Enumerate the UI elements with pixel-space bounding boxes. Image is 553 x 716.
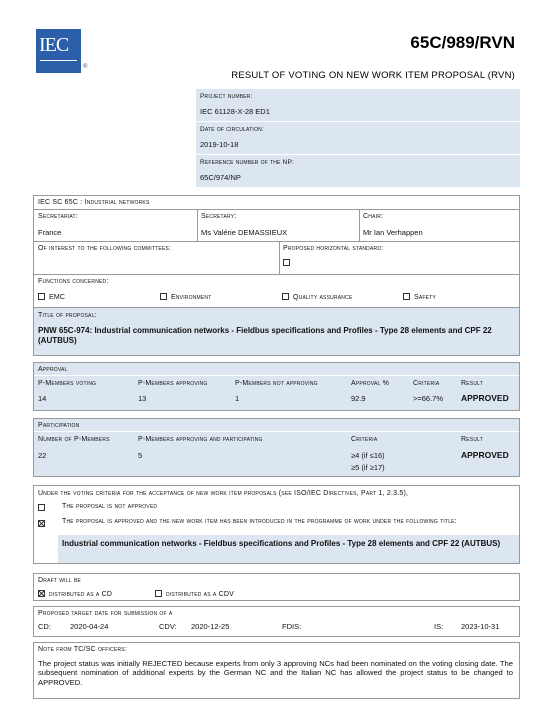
target-date-box xyxy=(33,606,520,637)
participation-header-criteria: Criteria xyxy=(351,436,378,443)
proposal-title: PNW 65C-974: Industrial communication networks - Fieldbus specifications and Profiles - Type 28 elements and CPF 22 (AUTBUS) xyxy=(38,326,492,345)
approval-header-percent: Approval % xyxy=(351,380,390,387)
cdv-checkbox[interactable] xyxy=(155,590,162,597)
document-title: RESULT OF VOTING ON NEW WORK ITEM PROPOSAL (RVN) xyxy=(231,70,515,81)
quality-checkbox[interactable] xyxy=(282,293,289,300)
cd-label: distributed as a CD xyxy=(49,591,113,598)
environment-label: Environment xyxy=(171,294,212,301)
draft-cdv xyxy=(155,590,234,598)
divider xyxy=(34,375,519,376)
horizontal-standard-checkbox[interactable] xyxy=(283,259,290,266)
chair-label: Chair: xyxy=(363,213,384,220)
approved-label: The proposal is approved and the new work item has been introduced in the programme of work under the following title: xyxy=(62,518,457,525)
approval-header-not-approving: P-Members not approving xyxy=(235,380,318,387)
registered-mark: ® xyxy=(83,64,88,70)
project-number-value: IEC 61128-X-28 ED1 xyxy=(200,107,270,116)
participation-criteria-value: ≥4 (if ≤16) xyxy=(351,451,385,460)
divider xyxy=(34,209,519,210)
divider xyxy=(34,274,519,275)
logo-underline xyxy=(40,60,77,61)
function-environment xyxy=(160,293,211,301)
function-safety xyxy=(403,293,436,301)
approval-box xyxy=(33,362,520,411)
secretary-value: Ms Valérie DEMASSIEUX xyxy=(201,228,288,237)
secretary-label: Secretary: xyxy=(201,213,237,220)
approval-not-approving-value: 1 xyxy=(235,394,240,403)
committee-name: IEC SC 65C : Industrial networks xyxy=(38,199,150,206)
environment-checkbox[interactable] xyxy=(160,293,167,300)
criteria-intro: Under the voting criteria for the acceptance of new work item proposals (see ISO/IEC Directives, Part 1, 2.3.5), xyxy=(38,490,409,497)
not-approved-checkbox[interactable] xyxy=(38,504,45,511)
target-is-value: 2023-10-31 xyxy=(461,622,500,631)
divider xyxy=(34,241,519,242)
project-number-label: Project number: xyxy=(200,93,253,100)
participation-header-approving: P-Members approving and participating xyxy=(138,436,263,443)
horizontal-label: Proposed horizontal standard: xyxy=(283,245,384,252)
draft-box xyxy=(33,573,520,601)
cd-checkbox[interactable] xyxy=(38,590,45,597)
participation-box xyxy=(33,418,520,477)
circulation-date-row xyxy=(196,122,520,155)
logo-text: IEC xyxy=(39,34,69,56)
target-cdv-value: 2020-12-25 xyxy=(191,622,230,631)
interest-label: Of interest to the following committees: xyxy=(38,245,172,252)
approved-checkbox[interactable] xyxy=(38,520,45,527)
participation-result-value: APPROVED xyxy=(461,450,509,460)
participation-shade xyxy=(34,419,519,476)
target-cd-value: 2020-04-24 xyxy=(70,622,109,631)
chair-value: Mr Ian Verhappen xyxy=(363,228,423,237)
emc-checkbox[interactable] xyxy=(38,293,45,300)
approval-header-result: Result xyxy=(461,380,483,387)
project-meta xyxy=(196,89,520,188)
draft-label: Draft will be xyxy=(38,577,81,584)
emc-label: EMC xyxy=(49,294,66,301)
approved-checkbox-wrap xyxy=(38,519,49,528)
target-cdv-label: CDV: xyxy=(159,622,177,631)
target-label: Proposed target date for submission of a xyxy=(38,610,173,617)
participation-approving-value: 5 xyxy=(138,451,143,460)
horizontal-checkbox-wrap xyxy=(283,258,294,267)
quality-label: Quality assurance xyxy=(293,294,353,301)
note-box xyxy=(33,642,520,699)
participation-members-value: 22 xyxy=(38,451,47,460)
divider xyxy=(279,241,280,274)
project-number-row xyxy=(196,89,520,122)
functions-label: Functions concerned: xyxy=(38,278,109,285)
participation-section-label: Participation xyxy=(38,422,80,429)
divider xyxy=(359,209,360,241)
iec-logo xyxy=(36,29,81,73)
target-cd-label: CD: xyxy=(38,622,51,631)
secretariat-value: France xyxy=(38,228,62,237)
participation-header-members: Number of P-Members xyxy=(38,436,110,443)
approval-percent-value: 92.9 xyxy=(351,394,366,403)
reference-value: 65C/974/NP xyxy=(200,173,241,182)
approval-approving-value: 13 xyxy=(138,394,147,403)
safety-label: Safety xyxy=(414,294,436,301)
divider xyxy=(34,431,519,432)
participation-criteria-value-2: ≥5 (if ≥17) xyxy=(351,463,385,472)
approval-result-value: APPROVED xyxy=(461,393,509,403)
title-label: Title of proposal: xyxy=(38,312,97,319)
approval-header-approving: P-Members approving xyxy=(138,380,208,387)
committee-box xyxy=(33,195,520,356)
circulation-date-value: 2019-10-18 xyxy=(200,140,239,149)
reference-label: Reference number of the NP: xyxy=(200,159,294,166)
divider xyxy=(197,209,198,241)
not-approved-checkbox-wrap xyxy=(38,503,49,512)
function-quality xyxy=(282,293,352,301)
reference-row xyxy=(196,155,520,188)
target-fdis-label: FDIS: xyxy=(282,622,302,631)
draft-cd xyxy=(38,590,112,598)
approval-section-label: Approval xyxy=(38,366,68,373)
secretariat-label: Secretariat: xyxy=(38,213,78,220)
approval-criteria-value: >=66.7% xyxy=(413,394,444,403)
note-text: The project status was initially REJECTED because experts from only 3 approving NCs had been nominated on the voting closing date. The subsequent nomination of additional experts by the German NC and the Italian NC has allowed the project status to be changed to APPROVED. xyxy=(38,659,513,687)
not-approved-label: The proposal is not approved xyxy=(62,503,158,510)
approved-title: Industrial communication networks - Fieldbus specifications and Profiles - Type 28 elements and CPF 22 (AUTBUS) xyxy=(62,539,501,548)
approval-voting-value: 14 xyxy=(38,394,47,403)
note-label: Note from TC/SC officers: xyxy=(38,646,127,653)
document-reference: 65C/989/RVN xyxy=(410,33,515,52)
cdv-label: distributed as a CDV xyxy=(166,591,234,598)
participation-header-result: Result xyxy=(461,436,483,443)
safety-checkbox[interactable] xyxy=(403,293,410,300)
criteria-box xyxy=(33,485,520,564)
target-is-label: IS: xyxy=(434,622,444,631)
circulation-date-label: Date of circulation: xyxy=(200,126,264,133)
approval-header-voting: P-Members voting xyxy=(38,380,97,387)
approval-header-criteria: Criteria xyxy=(413,380,440,387)
function-emc xyxy=(38,293,65,301)
